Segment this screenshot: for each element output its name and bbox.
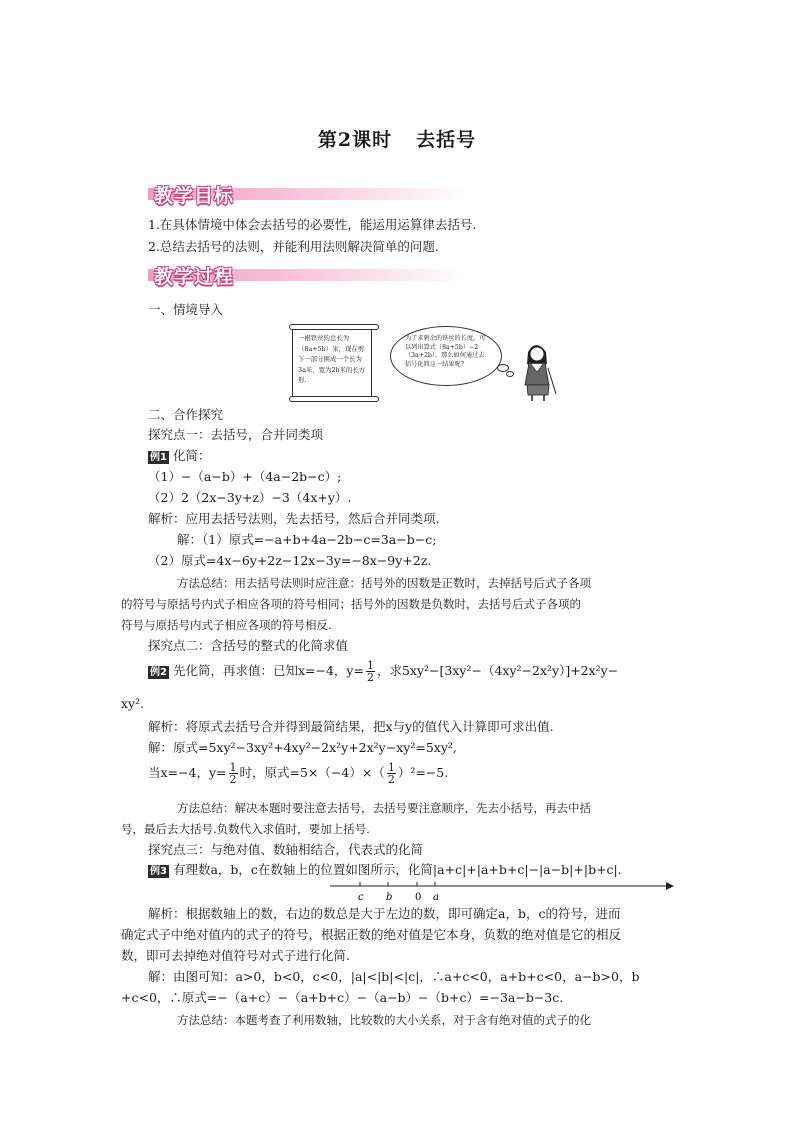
speech-bubble: 为了求剩余的铁丝的长度，可以列出算式（8a+5b）−2（3a+2b），那么如何通过去括号化简这一结果呢?: [390, 326, 502, 386]
scroll-note: 一根铁丝的总长为（8a+5b）米，现在剪下一部分围成一个长为3a米，宽为2b米的长方形.: [292, 328, 372, 398]
example-2-analysis: 解析：将原式去括号合并得到最简结果，把x与y的值代入计算即可求出值.: [148, 719, 554, 734]
example-2-prompt-a: 先化简，再求值：已知x=−4，y=: [172, 663, 364, 678]
objectives-banner-label: 教学目标: [154, 185, 235, 207]
intro-illustration: [292, 326, 562, 402]
example-1-badge: 例1: [150, 452, 167, 463]
page-title: [0, 125, 794, 152]
axis-label-c: c: [358, 892, 364, 903]
example-1-method-line-2: 的符号与原括号内式子相应各项的符号相同；括号外的因数是负数时，去括号后式子各项的: [121, 597, 581, 611]
example-2-badge: 例2: [150, 667, 167, 678]
process-banner-label: 教学过程: [154, 266, 235, 288]
example-1-q1: （1）−（a−b）+（4a−2b−c）;: [148, 469, 342, 484]
objective-1: 1.在具体情境中体会去括号的必要性，能运用运算律去括号.: [148, 217, 477, 232]
teacher-figure-icon: [514, 338, 558, 402]
intro-heading: 一、情境导入: [148, 302, 224, 317]
example-3-prompt: [148, 860, 622, 878]
example-1-solution-2: （2）原式=4x−6y+2z−12x−3y=−8x−9y+2z.: [148, 553, 432, 568]
example-2-method-line-2: 号，最后去大括号.负数代入求值时，要加上括号.: [121, 822, 370, 836]
fraction-one-half: $\frac{1}{2}$: [229, 761, 237, 786]
example-1-analysis: 解析：应用去括号法则，先去括号，然后合并同类项.: [148, 511, 440, 526]
title-topic: 去括号: [416, 129, 477, 151]
fraction-one-half: $\frac{1}{2}$: [366, 659, 374, 684]
number-line: [330, 878, 675, 906]
example-2-solution-1: 解：原式=5xy²−3xy²+4xy²−2x²y+2x²y−xy²=5xy²,: [148, 740, 457, 755]
example-2-method-line-1: 方法总结：解决本题时要注意去括号，去括号要注意顺序，先去小括号，再去中括: [177, 801, 591, 815]
axis-label-b: b: [386, 892, 393, 903]
example-3-analysis-line-1: 解析：根据数轴上的数，右边的数总是大于左边的数，即可确定a，b，c的符号，进而: [148, 906, 621, 921]
axis-label-a: a: [433, 892, 439, 903]
example-3-analysis-line-3: 数，即可去掉绝对值符号对式子进行化简.: [121, 948, 350, 963]
example-1-solution-1: 解：（1）原式=−a+b+4a−2b−c=3a−b−c;: [177, 532, 437, 547]
example-3-badge: 例3: [150, 866, 167, 877]
example-1-prompt-text: 化简：: [172, 448, 211, 463]
explore-heading: 二、合作探究: [148, 407, 224, 422]
axis-label-0: 0: [415, 892, 422, 903]
example-2-prompt-c: xy².: [121, 696, 145, 711]
example-2-prompt: [148, 660, 618, 683]
objective-2: 2.总结去括号的法则，并能利用法则解决简单的问题.: [148, 239, 439, 254]
example-3-solution-line-2: +c<0，∴原式=−（a+c）−（a+b+c）−（a−b）−（b+c）=−3a−b−3c.: [121, 990, 564, 1005]
explore-point-3: 探究点三：与绝对值、数轴相结合，代表式的化简: [148, 842, 424, 857]
example-3-method: 方法总结：本题考查了利用数轴，比较数的大小关系，对于含有绝对值的式子的化: [177, 1013, 591, 1027]
explore-point-1: 探究点一：去括号，合并同类项: [148, 427, 324, 442]
example-3-solution-line-1: 解：由图可知：a>0，b<0，c<0，|a|<|b|<|c|，∴a+c<0，a+b+c<0，a−b>0，b: [148, 969, 640, 984]
example-2-solution-2: 当x=−4，y= $\frac{1}{2}$ 时，原式=5×（−4）×（ $\frac{1}{2}$ ）²=−5.: [148, 761, 449, 786]
fraction-one-half: $\frac{1}{2}$: [387, 761, 395, 786]
example-2-prompt-b: ，求5xy²−[3xy²−（4xy²−2x²y）]+2x²y−: [376, 663, 619, 678]
example-1-prompt: [148, 446, 210, 464]
example-3-prompt-text: 有理数a，b，c在数轴上的位置如图所示，化简|a+c|+|a+b+c|−|a−b|+|b+c|.: [172, 862, 622, 877]
example-1-method-line-1: 方法总结：用去括号法则时应注意：括号外的因数是正数时，去掉括号后式子各项: [177, 576, 591, 590]
example-1-method-line-3: 符号与原括号内式子相应各项的符号相反.: [121, 618, 332, 632]
explore-point-2: 探究点二：含括号的整式的化简求值: [148, 638, 349, 653]
example-1-q2: （2）2（2x−3y+z）−3（4x+y）.: [148, 490, 352, 505]
title-lesson: 第2课时: [317, 129, 393, 151]
example-3-analysis-line-2: 确定式子中绝对值内的式子的符号，根据正数的绝对值是它本身，负数的绝对值是它的相反: [121, 927, 622, 942]
